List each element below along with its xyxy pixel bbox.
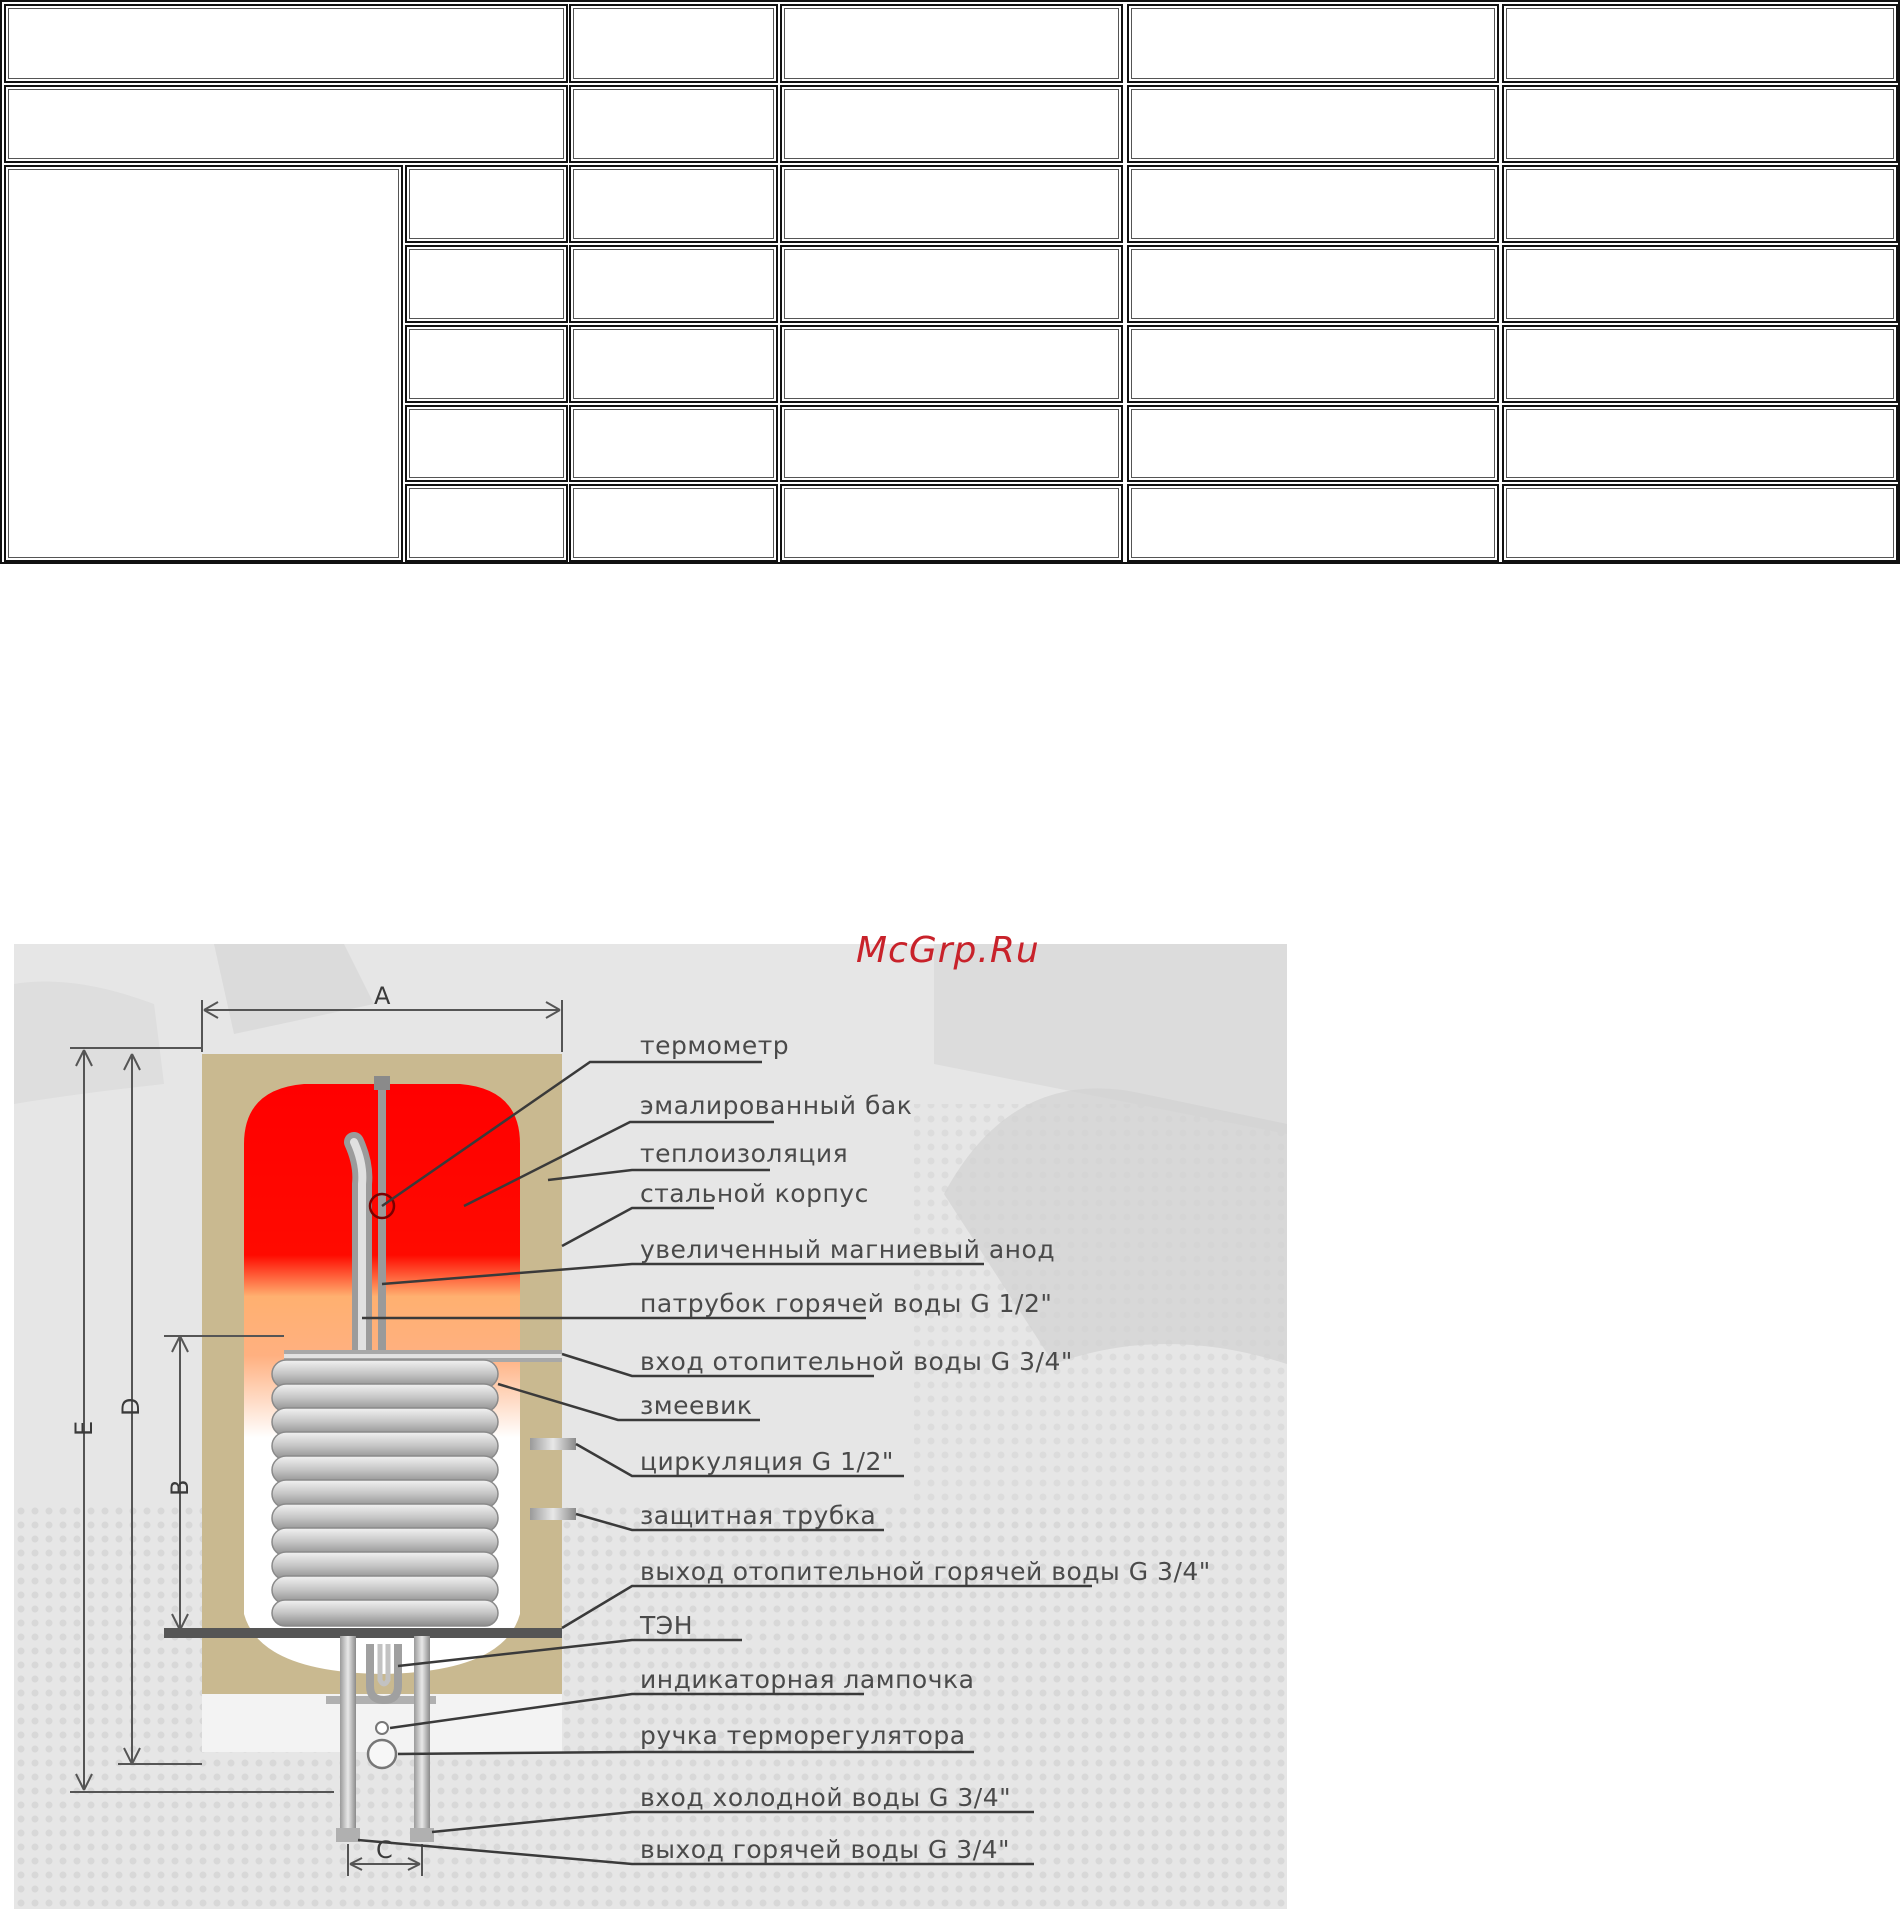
table-cell (569, 165, 778, 243)
label-heating-element: ТЭН (640, 1611, 694, 1640)
table-cell (1502, 4, 1898, 83)
label-steel-body: стальной корпус (640, 1179, 869, 1208)
label-heating-hot-water-outlet: выход отопительной горячей воды G 3/4" (640, 1557, 1211, 1586)
thermostat-knob-icon (368, 1740, 396, 1768)
dimension-e-label: E (70, 1420, 98, 1436)
label-circulation: циркуляция G 1/2" (640, 1447, 894, 1476)
table-cell (1502, 85, 1898, 163)
label-thermostat-knob: ручка терморегулятора (640, 1721, 966, 1750)
label-protective-tube: защитная трубка (640, 1501, 877, 1530)
protective-tube-stub (530, 1508, 576, 1520)
table-cell (569, 325, 778, 403)
table-cell (569, 245, 778, 323)
table-cell (780, 85, 1123, 163)
table-cell (1127, 4, 1499, 83)
label-hot-water-outlet: выход горячей воды G 3/4" (640, 1835, 1011, 1864)
label-thermometer: термометр (640, 1031, 790, 1060)
table-cell (1127, 245, 1499, 323)
watermark: McGrp.Ru (856, 930, 1040, 971)
label-coil: змеевик (640, 1391, 753, 1420)
table-cell (405, 405, 568, 482)
table-cell (569, 85, 778, 163)
indicator-lamp-icon (376, 1722, 388, 1734)
table-cell (1127, 165, 1499, 243)
table-cell (405, 484, 568, 562)
label-cold-water-inlet: вход холодной воды G 3/4" (640, 1783, 1012, 1812)
table-cell (1127, 405, 1499, 482)
table-cell (4, 85, 568, 163)
table-cell (780, 484, 1123, 562)
dimension-c-label: C (376, 1836, 393, 1864)
label-enamel-tank: эмалированный бак (640, 1091, 913, 1120)
table-cell (780, 405, 1123, 482)
cold-water-pipe (340, 1636, 356, 1836)
table-cell (4, 4, 568, 83)
table-cell (780, 165, 1123, 243)
label-indicator-lamp: индикаторная лампочка (640, 1665, 975, 1694)
table-cell (569, 484, 778, 562)
table-cell (4, 165, 403, 562)
coil (272, 1360, 498, 1626)
table-cell (1502, 405, 1898, 482)
table-cell (405, 245, 568, 323)
table-cell (1502, 484, 1898, 562)
circulation-stub (530, 1438, 576, 1450)
table-cell (1502, 165, 1898, 243)
table-cell (1127, 484, 1499, 562)
label-hot-water-nozzle: патрубок горячей воды G 1/2" (640, 1289, 1053, 1318)
spec-table (0, 0, 1900, 564)
table-cell (405, 165, 568, 243)
hot-water-out-pipe (414, 1636, 430, 1836)
heating-outlet-pipe (164, 1628, 562, 1638)
label-heating-water-inlet: вход отопительной воды G 3/4" (640, 1347, 1073, 1376)
table-cell (1127, 85, 1499, 163)
label-magnesium-anode: увеличенный магниевый анод (640, 1235, 1056, 1264)
table-cell (780, 4, 1123, 83)
table-cell (780, 325, 1123, 403)
table-cell (780, 245, 1123, 323)
table-cell (569, 4, 778, 83)
label-insulation: теплоизоляция (640, 1139, 849, 1168)
water-heater-diagram (14, 944, 1287, 1909)
dimension-d-label: D (117, 1397, 145, 1416)
table-cell (405, 325, 568, 403)
dimension-b-label: B (166, 1479, 194, 1496)
table-cell (1127, 325, 1499, 403)
dimension-a-label: A (374, 982, 391, 1010)
table-cell (569, 405, 778, 482)
table-cell (1502, 245, 1898, 323)
table-cell (1502, 325, 1898, 403)
